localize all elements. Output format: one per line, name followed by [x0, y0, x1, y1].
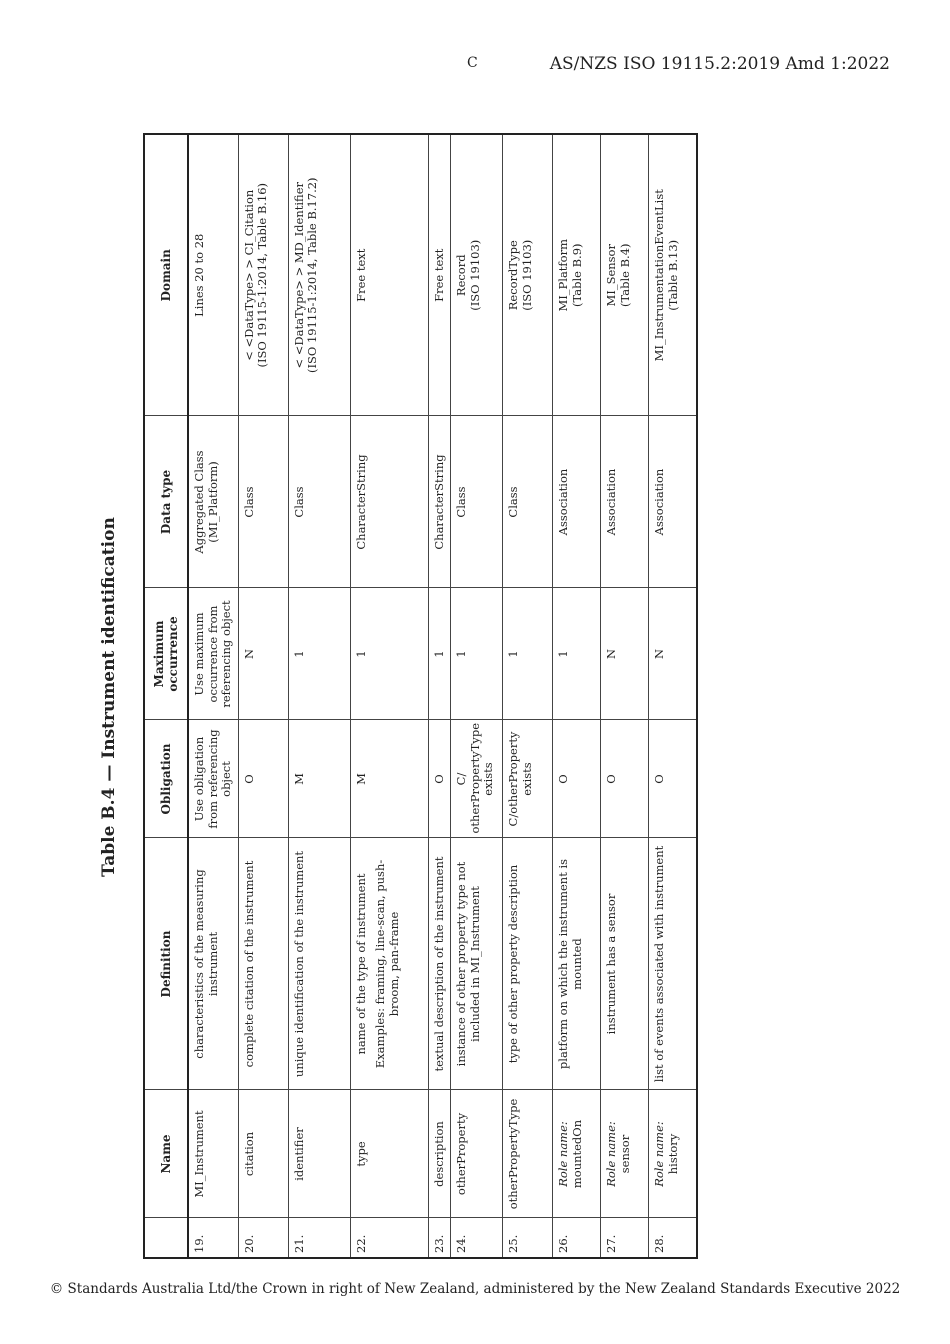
instrument-table [143, 133, 698, 1259]
role-name-value: mountedOn [569, 1119, 584, 1189]
row-definition: type of other property description [503, 838, 553, 1090]
col-header-name: Name [144, 1090, 188, 1218]
domain-reference: (ISO 19115-1:2014, Table B.16) [255, 182, 270, 368]
row-data-type: CharacterString [350, 416, 428, 588]
row-data-type: Association [553, 416, 601, 588]
row-number: 21. [288, 1218, 350, 1258]
table-row [350, 134, 428, 1258]
row-obligation: O [553, 720, 601, 838]
row-number: 23. [428, 1218, 451, 1258]
domain-primary: MI_Platform [556, 238, 571, 312]
row-name: MI_Instrument [188, 1090, 238, 1218]
table-row [503, 134, 553, 1258]
row-obligation: O [238, 720, 288, 838]
domain-reference: (ISO 19115-1:2014, Table B.17.2) [305, 177, 320, 374]
row-name: description [428, 1090, 451, 1218]
row-definition: instance of other property type not included in MI_Instrument [451, 838, 503, 1090]
row-max-occurrence: N [238, 588, 288, 720]
col-header-definition: Definition [144, 838, 188, 1090]
domain-primary: < <DataType> > CI_Citation [241, 189, 256, 361]
col-header-max-occurrence: Maximum occurrence [144, 588, 188, 720]
row-obligation: M [350, 720, 428, 838]
row-data-type: Class [288, 416, 350, 588]
row-data-type: Class [451, 416, 503, 588]
row-data-type: CharacterString [428, 416, 451, 588]
definition-examples: Examples: framing, line-scan, push-broom, pan-frame [373, 859, 401, 1069]
row-max-occurrence: 1 [288, 588, 350, 720]
row-name [601, 1090, 649, 1218]
domain-primary: MI_InstrumentationEventList [652, 189, 667, 362]
row-number: 25. [503, 1218, 553, 1258]
domain-reference: (Table B.4) [617, 243, 632, 308]
row-max-occurrence: 1 [350, 588, 428, 720]
row-definition: platform on which the instrument is mounted [553, 838, 601, 1090]
role-name-label: Role name: [652, 1121, 667, 1187]
row-obligation: O [428, 720, 451, 838]
table-row [238, 134, 288, 1258]
standard-number: AS/NZS ISO 19115.2:2019 Amd 1:2022 [549, 54, 890, 74]
row-obligation: Use obligation from referencing object [188, 720, 238, 838]
row-obligation: M [288, 720, 350, 838]
col-header-data-type: Data type [144, 416, 188, 588]
row-number: 24. [451, 1218, 503, 1258]
header-row [144, 134, 188, 1258]
row-domain [553, 134, 601, 416]
row-number: 26. [553, 1218, 601, 1258]
table-row [649, 134, 697, 1258]
row-domain [238, 134, 288, 416]
domain-reference: (ISO 19103) [519, 239, 534, 311]
role-name-value: history [665, 1133, 680, 1175]
row-name: otherPropertyType [503, 1090, 553, 1218]
row-data-type: Association [649, 416, 697, 588]
row-max-occurrence: 1 [553, 588, 601, 720]
row-max-occurrence: 1 [451, 588, 503, 720]
table-caption: Table B.4 — Instrument identification [99, 517, 119, 877]
col-header-number [144, 1218, 188, 1258]
role-name-label: Role name: [556, 1121, 571, 1187]
row-name [649, 1090, 697, 1218]
row-domain [451, 134, 503, 416]
row-max-occurrence: Use maximum occurrence from referencing object [188, 588, 238, 720]
row-name: otherProperty [451, 1090, 503, 1218]
domain-reference: (Table B.13) [665, 239, 680, 311]
row-data-type: Class [238, 416, 288, 588]
row-domain [601, 134, 649, 416]
row-max-occurrence: 1 [428, 588, 451, 720]
row-obligation: C/ otherPropertyType exists [451, 720, 503, 838]
domain-reference: (Table B.9) [569, 243, 584, 308]
row-max-occurrence: N [601, 588, 649, 720]
row-obligation: O [601, 720, 649, 838]
table-row [288, 134, 350, 1258]
row-name: citation [238, 1090, 288, 1218]
table-row [428, 134, 451, 1258]
row-data-type: Class [503, 416, 553, 588]
table-row [553, 134, 601, 1258]
row-name: identifier [288, 1090, 350, 1218]
row-domain [503, 134, 553, 416]
page-letter: C [467, 55, 478, 71]
row-domain [649, 134, 697, 416]
row-number: 28. [649, 1218, 697, 1258]
domain-primary: RecordType [506, 240, 521, 311]
row-domain: Free text [428, 134, 451, 416]
row-name: type [350, 1090, 428, 1218]
row-number: 19. [188, 1218, 238, 1258]
row-definition [350, 838, 428, 1090]
row-name [553, 1090, 601, 1218]
domain-reference: (ISO 19103) [467, 239, 482, 311]
definition-text: name of the type of instrument [353, 873, 368, 1055]
table-row [601, 134, 649, 1258]
role-name-label: Role name: [604, 1121, 619, 1187]
row-definition: unique identification of the instrument [288, 838, 350, 1090]
row-domain: Lines 20 to 28 [188, 134, 238, 416]
role-name-value: sensor [617, 1134, 632, 1174]
row-definition: list of events associated with instrument [649, 838, 697, 1090]
row-max-occurrence: N [649, 588, 697, 720]
domain-primary: < <DataType> > MD_Identifier [291, 181, 306, 369]
row-definition: instrument has a sensor [601, 838, 649, 1090]
row-number: 27. [601, 1218, 649, 1258]
row-number: 22. [350, 1218, 428, 1258]
row-max-occurrence: 1 [503, 588, 553, 720]
row-obligation: O [649, 720, 697, 838]
row-data-type: Aggregated Class (MI_Platform) [188, 416, 238, 588]
row-definition: complete citation of the instrument [238, 838, 288, 1090]
row-definition: textual description of the instrument [428, 838, 451, 1090]
col-header-obligation: Obligation [144, 720, 188, 838]
row-domain: Free text [350, 134, 428, 416]
copyright-footer: © Standards Australia Ltd/the Crown in right of New Zealand, administered by the New Zealand Standards Executive 2022 [49, 1281, 901, 1297]
row-definition: characteristics of the measuring instrument [188, 838, 238, 1090]
table-row [188, 134, 238, 1258]
col-header-domain: Domain [144, 134, 188, 416]
row-obligation: C/otherProperty exists [503, 720, 553, 838]
rotated-table-block [99, 135, 691, 1259]
table-row [451, 134, 503, 1258]
row-number: 20. [238, 1218, 288, 1258]
domain-primary: Record [454, 254, 469, 297]
domain-primary: MI_Sensor [604, 244, 619, 307]
row-data-type: Association [601, 416, 649, 588]
row-domain [288, 134, 350, 416]
